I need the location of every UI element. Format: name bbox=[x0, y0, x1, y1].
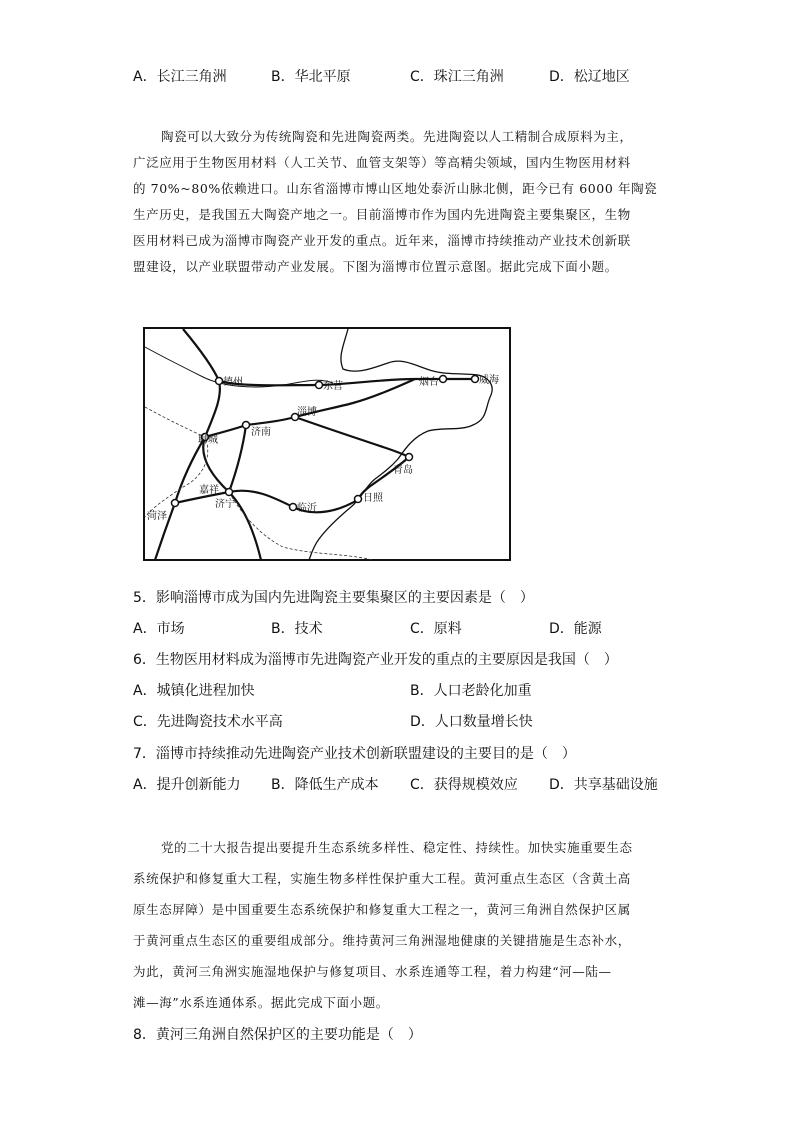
passage1-line: 生产历史，是我国五大陶瓷产地之一。目前淄博市作为国内先进陶瓷主要集聚区，生物 bbox=[133, 207, 631, 222]
city-linyi-marker bbox=[290, 504, 297, 511]
q5-options bbox=[0, 618, 794, 638]
q6-options-row2 bbox=[0, 711, 794, 731]
city-label-liaocheng: 聊城 bbox=[198, 435, 218, 446]
q4-option-c: C．珠江三角洲 bbox=[410, 69, 504, 85]
passage2-line: 原生态屏障）是中国重要生态系统保护和修复重大工程之一，黄河三角洲自然保护区属 bbox=[133, 902, 631, 917]
city-label-jiaxiang: 嘉祥 bbox=[199, 485, 219, 496]
q4-option-b: B．华北平原 bbox=[271, 69, 351, 85]
q6-option-a: A．城镇化进程加快 bbox=[133, 683, 255, 699]
city-jinan-marker bbox=[243, 422, 250, 429]
q7-option-d: D．共享基础设施 bbox=[549, 777, 658, 793]
passage-ceramics bbox=[133, 124, 665, 280]
q5-option-b: B．技术 bbox=[271, 621, 323, 637]
city-weihai-marker bbox=[472, 376, 479, 383]
passage1-line: 盟建设，以产业联盟带动产业发展。下图为淄博市位置示意图。据此完成下面小题。 bbox=[133, 259, 618, 274]
passage2-line: 系统保护和修复重大工程，实施生物多样性保护重大工程。黄河重点生态区（含黄土高 bbox=[133, 871, 631, 886]
q4-options bbox=[0, 66, 794, 86]
q7-option-b: B．降低生产成本 bbox=[271, 777, 379, 793]
passage1-line: 的 70%~80%依赖进口。山东省淄博市博山区地处泰沂山脉北侧，距今已有 6000 年陶瓷 bbox=[133, 181, 658, 196]
city-label-jinan: 济南 bbox=[251, 427, 271, 438]
q7-stem: 7．淄博市持续推动先进陶瓷产业技术创新联盟建设的主要目的是（ ） bbox=[133, 746, 576, 762]
city-heze-marker bbox=[172, 500, 179, 507]
q6-stem: 6．生物医用材料成为淄博市先进陶瓷产业开发的重点的主要原因是我国（ ） bbox=[133, 652, 618, 668]
city-dezhou-marker bbox=[216, 378, 223, 385]
q5-stem: 5．影响淄博市成为国内先进陶瓷主要集聚区的主要因素是（ ） bbox=[133, 590, 534, 606]
city-label-yantai: 烟台 bbox=[419, 377, 439, 388]
passage2-line: 于黄河重点生态区的重要组成部分。维持黄河三角洲湿地健康的关键措施是生态补水， bbox=[133, 933, 631, 948]
city-rizhao-marker bbox=[355, 496, 362, 503]
city-label-linyi: 临沂 bbox=[297, 503, 317, 514]
q5-option-c: C．原料 bbox=[410, 621, 462, 637]
q6-option-b: B．人口老龄化加重 bbox=[410, 683, 532, 699]
city-label-dongying: 东营 bbox=[323, 381, 343, 392]
city-label-weihai: 威海 bbox=[479, 375, 499, 386]
q4-option-d: D．松辽地区 bbox=[549, 69, 630, 85]
q8-stem: 8．黄河三角洲自然保护区的主要功能是（ ） bbox=[133, 1027, 422, 1043]
city-label-dezhou: 德州 bbox=[223, 377, 243, 388]
q7-option-c: C．获得规模效应 bbox=[410, 777, 518, 793]
city-dongying-marker bbox=[316, 382, 323, 389]
passage2-line: 滩—海”水系连通体系。据此完成下面小题。 bbox=[133, 995, 389, 1010]
city-qingdao-marker bbox=[406, 454, 413, 461]
q5-option-d: D．能源 bbox=[549, 621, 602, 637]
city-label-qingdao: 青岛 bbox=[393, 465, 413, 476]
city-label-rizhao: 日照 bbox=[363, 493, 383, 504]
city-label-zibo: 淄博 bbox=[297, 407, 317, 418]
zibo-location-map bbox=[143, 327, 511, 561]
city-yantai-marker bbox=[440, 376, 447, 383]
passage1-line: 广泛应用于生物医用材料（人工关节、血管支架等）等高精尖领域，国内生物医用材料 bbox=[133, 155, 631, 170]
q4-option-a: A．长江三角洲 bbox=[133, 69, 227, 85]
city-label-heze: 菏泽 bbox=[147, 511, 167, 522]
q6-option-c: C．先进陶瓷技术水平高 bbox=[133, 714, 283, 730]
q6-option-d: D．人口数量增长快 bbox=[410, 714, 533, 730]
passage1-line: 医用材料已成为淄博市陶瓷产业开发的重点。近年来，淄博市持续推动产业技术创新联 bbox=[133, 233, 631, 248]
city-jiaxiang-marker bbox=[226, 489, 233, 496]
passage2-line: 党的二十大报告提出要提升生态系统多样性、稳定性、持续性。加快实施重要生态 bbox=[161, 840, 633, 855]
q6-options-row1 bbox=[0, 680, 794, 700]
passage-yellow-river-delta bbox=[133, 832, 665, 1018]
passage1-line: 陶瓷可以大致分为传统陶瓷和先进陶瓷两类。先进陶瓷以人工精制合成原料为主， bbox=[161, 129, 633, 144]
city-label-jining: 济宁 bbox=[215, 499, 235, 510]
q7-option-a: A．提升创新能力 bbox=[133, 777, 241, 793]
q7-options bbox=[0, 774, 794, 794]
passage2-line: 为此，黄河三角洲实施湿地保护与修复项目、水系连通等工程，着力构建“河—陆— bbox=[133, 964, 612, 979]
q5-option-a: A．市场 bbox=[133, 621, 185, 637]
